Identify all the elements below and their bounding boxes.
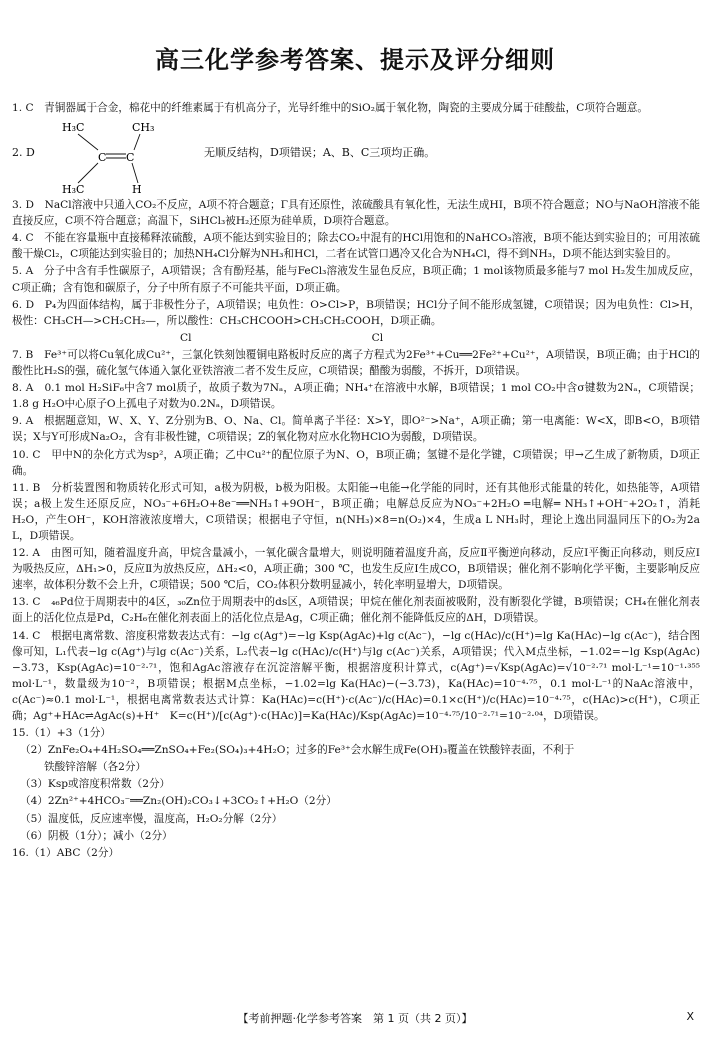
answer-2-label: 2. D [12, 146, 35, 160]
footer-text: 【考前押题·化学参考答案 第 1 页（共 2 页）】 [237, 1012, 473, 1025]
answer-15-part4: （4）2Zn²⁺+4HCO₃⁻══Zn₂(OH)₂CO₃↓+3CO₂↑+H₂O（2分） [20, 795, 337, 808]
methyl-right-top: CH₃ [132, 121, 155, 135]
carbon-right: C [126, 151, 135, 165]
answer-9: 9. A 根据题意知，W、X、Y、Z分别为B、O、Na、Cl。简单离子半径：X>Y，即O²⁻>Na⁺，A项正确；第一电离能：W<X，即B<O，B项错误；X与Y可形成Na₂O₂，含有非极性键，C项错误；Z的氧化物对应水化物HClO为弱酸，D项错误。 [12, 415, 700, 444]
carbon-left: C [98, 151, 107, 165]
answer-14: 14. C 根据电离常数、溶度积常数表达式有：−lg c(Ag⁺)=−lg Ksp(AgAc)+lg c(Ac⁻)，−lg c(HAc)/c(H⁺)=lg Ka(HAc)−lg c(Ac⁻)，结合图像可知，L₁代表−lg c(Ag⁺)与lg c(Ac⁻)关系，L₂代表−lg c(HAc)/c(H⁺)与lg c(Ac⁻)关系，A项错误；代入M点坐标，−1.02=−lg Ksp(AgAc)−3.73，Ksp(AgAc)=10⁻²·⁷¹，饱和AgAc溶液存在沉淀溶解平衡，根据溶度积计算式，c(Ag⁺)=√Ksp(AgAc)=√10⁻²·⁷¹ mol·L⁻¹=10⁻¹·³⁵⁵ mol·L⁻¹，数量级为10⁻²，B项错误；根据M点坐标，−1.02=lg Ka(HAc)−(−3.73)，Ka(HAc)=10⁻⁴·⁷⁵，0.1 mol·L⁻¹的NaAc溶液中，c(Ac⁻)≈0.1 mol·L⁻¹，根据电离常数表达式计算：Ka(HAc)=c(H⁺)·c(Ac⁻)/c(HAc)=0.1×c(H⁺)/c(HAc)=10⁻⁴·⁷⁵，c(HAc)>c(H⁺)，C项正确；Ag⁺+HAc⇌AgAc(s)+H⁺ K=c(H⁺)/[c(Ag⁺)·c(HAc)]=Ka(HAc)/Ksp(AgAc)=10⁻⁴·⁷⁵/10⁻²·⁷¹=10⁻²·⁰⁴，D项错误。 [12, 629, 700, 722]
answer-13: 13. C ₄₆Pd位于周期表中的4区，₃₀Zn位于周期表中的ds区，A项错误；甲烷在催化剂表面被吸附，没有断裂化学键，B项错误；CH₄在催化剂表面上的活化位点是Pd，C₂H₆在催化剂表面上的活化位点是Ag，C项正确；催化剂不能降低反应的ΔH，D项错误。 [12, 596, 700, 625]
answer-15-part6: （6）阴极（1分）；减小（2分） [20, 829, 173, 842]
answer-10: 10. C 甲中N的杂化方式为sp²，A项正确；乙中Cu²⁺的配位原子为N、O，B项正确；氢键不是化学键，C项错误；甲→乙生成了新物质，D项正确。 [12, 448, 700, 477]
methyl-left-top: H₃C [62, 121, 85, 135]
bond-upper-left [78, 134, 98, 150]
answer-3: 3. D NaCl溶液中只通入CO₂不反应，A项不符合题意；Γ具有还原性，浓硫酸具有氧化性，无法生成HI，B项不符合题意；NO与NaOH溶液不能直接反应，C项不符合题意；高温下，SiHCl₃被H₂还原为硅单质，D项符合题意。 [12, 199, 700, 228]
answer-6: 6. D P₄为四面体结构，属于非极性分子，A项错误；电负性：O>Cl>P，B项错误；HCl分子间不能形成氢键，C项错误；因为电负性：Cl>H，极性：CH₃CH—>CH₂CH₂—，所以酸性：CH₃CHCOOH>CH₃CH₂COOH，D项正确。 [12, 298, 700, 327]
answer-16: 16.（1）ABC（2分） [12, 846, 120, 859]
answer-1: 1. C 青铜器属于合金，棉花中的纤维素属于有机高分子，光导纤维中的SiO₂属于氧化物，陶瓷的主要成分属于硅酸盐，C项符合题意。 [12, 102, 648, 114]
answer-12: 12. A 由图可知，随着温度升高，甲烷含量减小，一氧化碳含量增大，则说明随着温度升高，反应Ⅱ平衡逆向移动，反应Ⅰ平衡正向移动，则反应Ⅰ为吸热反应，ΔH₁>0，反应Ⅱ为放热反应，ΔH₂<0，A项正确；300 ℃，也发生反应Ⅰ生成CO，B项错误；催化剂不影响化学平衡，主要影响反应速率，故体积分数不会上升，C项错误；500 ℃后，CO₂体积分数明显减小，转化率明显增大，D项错误。 [12, 547, 700, 592]
bond-lower-left [78, 163, 98, 183]
answer-6-substituents: Cl Cl [180, 331, 384, 344]
answer-2-text: 无顺反结构，D项错误；A、B、C三项均正确。 [204, 146, 436, 160]
hydrogen-right-bottom: H [132, 183, 142, 197]
answer-15-part2-cont: 铁酸锌溶解（各2分） [44, 761, 147, 774]
answer-2 [12, 117, 700, 197]
alkene-structure [48, 117, 198, 197]
answer-5: 5. A 分子中含有手性碳原子，A项错误；含有酚羟基，能与FeCl₃溶液发生显色反应，B项正确；1 mol该物质最多能与7 mol H₂发生加成反应，C项正确；含有饱和碳原子，分子中所有原子不可能共平面，D项正确。 [12, 265, 700, 294]
answer-body [12, 100, 700, 862]
bond-lower-right [132, 163, 138, 183]
answer-7: 7. B Fe³⁺可以将Cu氧化成Cu²⁺，三氯化铁刻蚀覆铜电路板时反应的离子方程式为2Fe³⁺+Cu══2Fe²⁺+Cu²⁺，A项错误，B项正确；由于HCl的酸性比H₂S的强，硫化氢气体通入氯化亚铁溶液二者不发生反应，C项错误；醋酸为弱酸，不拆开，D项错误。 [12, 348, 700, 378]
methyl-left-bottom: H₃C [62, 183, 85, 197]
answer-4: 4. C 不能在容量瓶中直接稀释浓硫酸，A项不能达到实验目的；除去CO₂中混有的HCl用饱和的NaHCO₃溶液，B项不能达到实验目的；可用浓硫酸干燥Cl₂，C项能达到实验目的；加热NH₄Cl分解为NH₃和HCl，二者在试管口遇冷又化合为NH₄Cl，得不到NH₃，D项不能达到实验目的。 [12, 232, 700, 261]
answer-15-part2: （2）ZnFe₂O₄+4H₂SO₄══ZnSO₄+Fe₂(SO₄)₃+4H₂O；过多的Fe³⁺会水解生成Fe(OH)₃覆盖在铁酸锌表面，不利于 [20, 744, 575, 757]
footer-mark: X [686, 1010, 694, 1023]
answer-11: 11. B 分析装置图和物质转化形式可知，a极为阴极，b极为阳极。太阳能→电能→化学能的同时，还有其他形式能量的转化，如热能等，A项错误；a极上发生还原反应，NO₃⁻+6H₂O+8e⁻══NH₃↑+9OH⁻，B项正确；电解总反应为NO₃⁻+2H₂O ═电解═ NH₃↑+OH⁻+2O₂↑，消耗H₂O，产生OH⁻，KOH溶液浓度增大，C项错误；根据电子守恒，n(NH₃)×8=n(O₂)×4，生成a L NH₃时，理论上逸出同温同压下的O₂为2a L，D项错误。 [12, 481, 700, 542]
answer-8: 8. A 0.1 mol H₂SiF₆中含7 mol质子，故质子数为7Nₐ，A项正确；NH₄⁺在溶液中水解，B项错误；1 mol CO₂中含σ键数为2Nₐ，C项错误；1.8 g H₂O中心原子O上孤电子对数为0.2Nₐ，D项错误。 [12, 382, 700, 411]
answer-15-part5: （5）温度低，反应速率慢，温度高，H₂O₂分解（2分） [20, 812, 283, 825]
page-footer [0, 1010, 710, 1026]
answer-15-head: 15.（1）+3（1分） [12, 727, 111, 740]
answer-15-part3: （3）Ksp或溶度积常数（2分） [20, 778, 171, 791]
page-title: 高三化学参考答案、提示及评分细则 [155, 46, 555, 74]
bond-upper-right [134, 134, 140, 150]
